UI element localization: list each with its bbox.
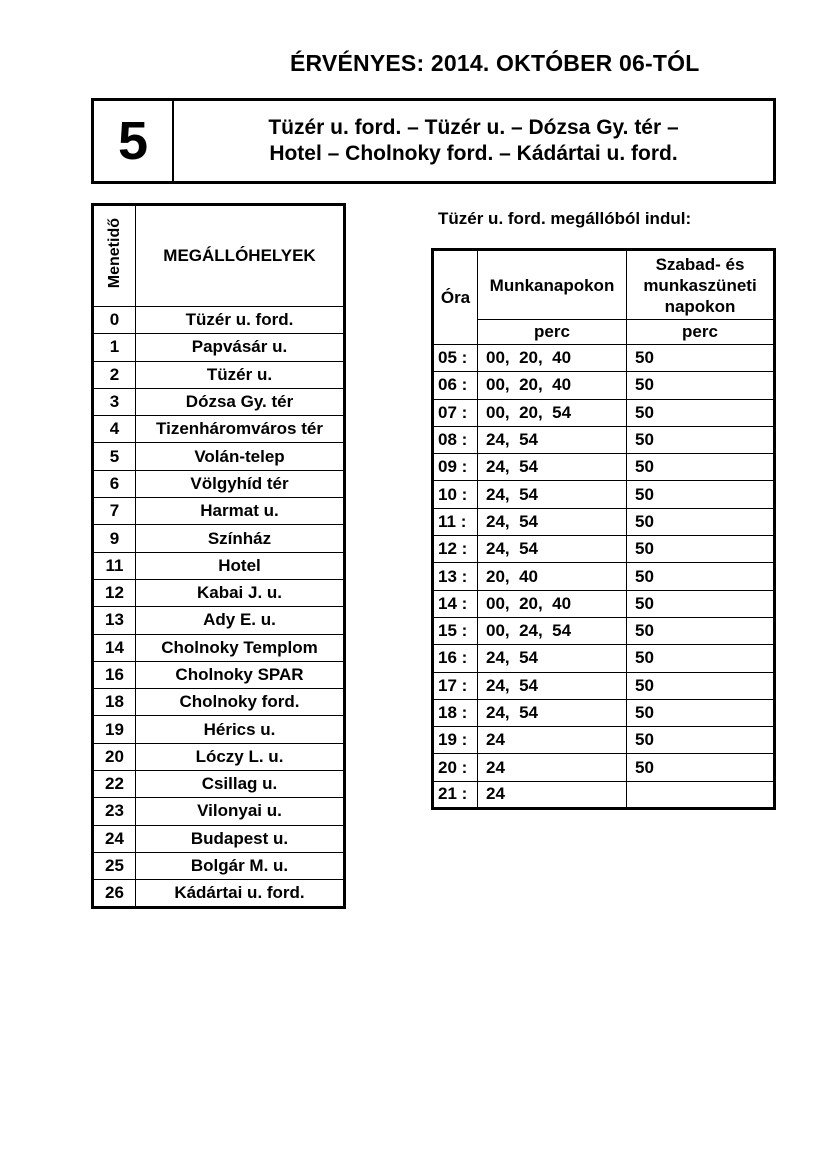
stop-travel-time: 23 xyxy=(93,798,136,825)
stop-row xyxy=(93,552,345,579)
route-description xyxy=(174,101,773,181)
departures-title: Tüzér u. ford. megállóból indul: xyxy=(438,209,692,228)
departure-row xyxy=(433,590,775,617)
stop-travel-time: 22 xyxy=(93,771,136,798)
stop-travel-time: 7 xyxy=(93,498,136,525)
departure-hour: 15 : xyxy=(433,617,478,644)
stop-travel-time: 3 xyxy=(93,388,136,415)
stop-row xyxy=(93,607,345,634)
departure-row xyxy=(433,508,775,535)
departure-hour: 05 : xyxy=(433,345,478,372)
stop-row xyxy=(93,825,345,852)
holiday-minutes: 50 xyxy=(627,536,775,563)
departure-row xyxy=(433,672,775,699)
stop-travel-time: 12 xyxy=(93,579,136,606)
departure-row xyxy=(433,372,775,399)
departure-row xyxy=(433,754,775,781)
departure-row xyxy=(433,345,775,372)
stop-row xyxy=(93,771,345,798)
route-header-box xyxy=(91,98,776,184)
route-description-line-1: Tüzér u. ford. – Tüzér u. – Dózsa Gy. tér – xyxy=(268,116,679,139)
stop-travel-time: 13 xyxy=(93,607,136,634)
stop-row xyxy=(93,880,345,907)
stop-name: Budapest u. xyxy=(136,825,345,852)
holiday-minutes: 50 xyxy=(627,372,775,399)
holidays-unit: perc xyxy=(627,320,775,345)
departure-hour: 10 : xyxy=(433,481,478,508)
stops-header: MEGÁLLÓHELYEK xyxy=(136,205,345,307)
departure-row xyxy=(433,563,775,590)
departures-table xyxy=(431,248,776,810)
stop-name: Harmat u. xyxy=(136,498,345,525)
stop-travel-time: 2 xyxy=(93,361,136,388)
stop-travel-time: 24 xyxy=(93,825,136,852)
stop-name: Cholnoky ford. xyxy=(136,689,345,716)
holiday-minutes: 50 xyxy=(627,727,775,754)
stop-name: Tüzér u. xyxy=(136,361,345,388)
stop-name: Volán-telep xyxy=(136,443,345,470)
departure-hour: 12 : xyxy=(433,536,478,563)
stop-travel-time: 6 xyxy=(93,470,136,497)
workday-minutes: 24, 54 xyxy=(478,699,627,726)
departure-hour: 18 : xyxy=(433,699,478,726)
stop-travel-time: 26 xyxy=(93,880,136,907)
stop-row xyxy=(93,634,345,661)
stop-travel-time: 5 xyxy=(93,443,136,470)
holidays-header-line-3: napokon xyxy=(664,296,736,316)
workday-minutes: 20, 40 xyxy=(478,563,627,590)
departure-row xyxy=(433,617,775,644)
holiday-minutes: 50 xyxy=(627,590,775,617)
stop-name: Völgyhíd tér xyxy=(136,470,345,497)
route-description-line-2: Hotel – Cholnoky ford. – Kádártai u. ford. xyxy=(269,142,678,165)
departure-row xyxy=(433,781,775,808)
stop-row xyxy=(93,798,345,825)
holiday-minutes: 50 xyxy=(627,508,775,535)
stop-name: Tüzér u. ford. xyxy=(136,307,345,334)
departure-hour: 07 : xyxy=(433,399,478,426)
stop-name: Kabai J. u. xyxy=(136,579,345,606)
holidays-header xyxy=(627,250,775,320)
workday-minutes: 00, 20, 40 xyxy=(478,345,627,372)
workday-minutes: 00, 20, 40 xyxy=(478,590,627,617)
hour-header: Óra xyxy=(433,250,478,345)
stop-row xyxy=(93,579,345,606)
stop-travel-time: 9 xyxy=(93,525,136,552)
stop-row xyxy=(93,388,345,415)
stop-name: Lóczy L. u. xyxy=(136,743,345,770)
stop-name: Cholnoky SPAR xyxy=(136,661,345,688)
holidays-header-line-2: munkaszüneti xyxy=(643,275,757,295)
departure-row xyxy=(433,454,775,481)
stop-row xyxy=(93,498,345,525)
stops-table-header xyxy=(93,205,345,307)
stop-travel-time: 19 xyxy=(93,716,136,743)
workday-minutes: 00, 20, 40 xyxy=(478,372,627,399)
workday-minutes: 24, 54 xyxy=(478,536,627,563)
stop-name: Dózsa Gy. tér xyxy=(136,388,345,415)
departure-row xyxy=(433,399,775,426)
holiday-minutes: 50 xyxy=(627,672,775,699)
workday-minutes: 24, 54 xyxy=(478,454,627,481)
stop-row xyxy=(93,716,345,743)
stop-travel-time: 25 xyxy=(93,852,136,879)
holiday-minutes: 50 xyxy=(627,754,775,781)
stop-row xyxy=(93,743,345,770)
stop-name: Hotel xyxy=(136,552,345,579)
stop-travel-time: 11 xyxy=(93,552,136,579)
departure-row xyxy=(433,481,775,508)
departure-hour: 19 : xyxy=(433,727,478,754)
departure-hour: 14 : xyxy=(433,590,478,617)
workdays-header: Munkanapokon xyxy=(478,250,627,320)
workday-minutes: 24, 54 xyxy=(478,481,627,508)
holiday-minutes: 50 xyxy=(627,645,775,672)
travel-time-header xyxy=(93,205,136,307)
stop-name: Színház xyxy=(136,525,345,552)
stop-row xyxy=(93,852,345,879)
travel-time-header-label: Menetidő xyxy=(105,218,123,289)
stop-name: Kádártai u. ford. xyxy=(136,880,345,907)
workday-minutes: 24 xyxy=(478,781,627,808)
departures-unit-row xyxy=(433,320,775,345)
departure-hour: 11 : xyxy=(433,508,478,535)
departure-hour: 21 : xyxy=(433,781,478,808)
stop-name: Vilonyai u. xyxy=(136,798,345,825)
stop-name: Hérics u. xyxy=(136,716,345,743)
departure-hour: 20 : xyxy=(433,754,478,781)
stop-row xyxy=(93,689,345,716)
stop-travel-time: 16 xyxy=(93,661,136,688)
holiday-minutes: 50 xyxy=(627,426,775,453)
stop-row xyxy=(93,334,345,361)
stop-name: Papvásár u. xyxy=(136,334,345,361)
stop-row xyxy=(93,416,345,443)
departures-header-row xyxy=(433,250,775,320)
stop-travel-time: 0 xyxy=(93,307,136,334)
departure-hour: 13 : xyxy=(433,563,478,590)
stop-travel-time: 18 xyxy=(93,689,136,716)
departure-row xyxy=(433,645,775,672)
holiday-minutes: 50 xyxy=(627,481,775,508)
workday-minutes: 24, 54 xyxy=(478,672,627,699)
stop-row xyxy=(93,307,345,334)
workday-minutes: 24, 54 xyxy=(478,645,627,672)
valid-from-heading: ÉRVÉNYES: 2014. OKTÓBER 06-TÓL xyxy=(290,50,700,76)
stop-travel-time: 1 xyxy=(93,334,136,361)
holiday-minutes: 50 xyxy=(627,699,775,726)
departure-row xyxy=(433,727,775,754)
stop-row xyxy=(93,470,345,497)
workdays-unit: perc xyxy=(478,320,627,345)
stop-row xyxy=(93,361,345,388)
departure-hour: 16 : xyxy=(433,645,478,672)
stop-name: Cholnoky Templom xyxy=(136,634,345,661)
workday-minutes: 24 xyxy=(478,754,627,781)
stop-travel-time: 20 xyxy=(93,743,136,770)
stop-travel-time: 14 xyxy=(93,634,136,661)
holidays-header-line-1: Szabad- és xyxy=(655,254,745,274)
departure-row xyxy=(433,536,775,563)
departure-hour: 08 : xyxy=(433,426,478,453)
workday-minutes: 00, 24, 54 xyxy=(478,617,627,644)
stop-name: Ady E. u. xyxy=(136,607,345,634)
holiday-minutes xyxy=(627,781,775,808)
route-number: 5 xyxy=(94,101,174,181)
departure-hour: 09 : xyxy=(433,454,478,481)
stops-table xyxy=(91,203,346,909)
departure-hour: 17 : xyxy=(433,672,478,699)
departure-row xyxy=(433,699,775,726)
stop-name: Bolgár M. u. xyxy=(136,852,345,879)
workday-minutes: 00, 20, 54 xyxy=(478,399,627,426)
stop-row xyxy=(93,443,345,470)
stop-row xyxy=(93,661,345,688)
holiday-minutes: 50 xyxy=(627,454,775,481)
workday-minutes: 24 xyxy=(478,727,627,754)
departure-hour: 06 : xyxy=(433,372,478,399)
holiday-minutes: 50 xyxy=(627,345,775,372)
workday-minutes: 24, 54 xyxy=(478,426,627,453)
stop-name: Tizenháromváros tér xyxy=(136,416,345,443)
stop-travel-time: 4 xyxy=(93,416,136,443)
holiday-minutes: 50 xyxy=(627,617,775,644)
stop-row xyxy=(93,525,345,552)
workday-minutes: 24, 54 xyxy=(478,508,627,535)
stop-name: Csillag u. xyxy=(136,771,345,798)
holiday-minutes: 50 xyxy=(627,399,775,426)
holiday-minutes: 50 xyxy=(627,563,775,590)
departure-row xyxy=(433,426,775,453)
